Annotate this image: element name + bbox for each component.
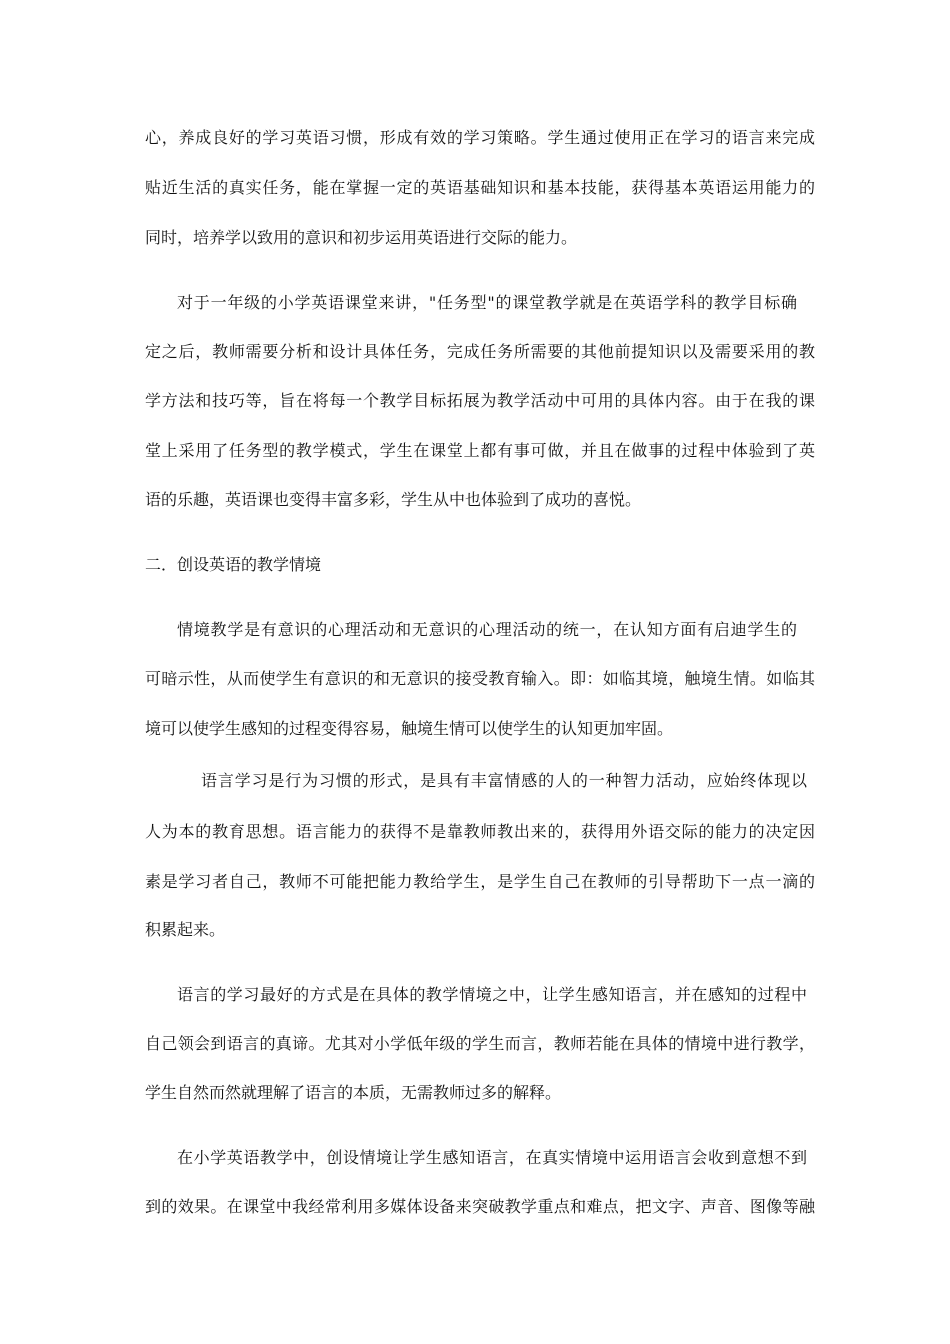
- text-line: 素是学习者自己，教师不可能把能力教给学生，是学生自己在教师的引导帮助下一点一滴的: [145, 872, 815, 891]
- text-line: 自己领会到语言的真谛。尤其对小学低年级的学生而言，教师若能在具体的情境中进行教学，: [145, 1034, 815, 1053]
- paragraph-first-line: 对于一年级的小学英语课堂来讲，"任务型"的课堂教学就是在英语学科的教学目标确: [177, 293, 797, 312]
- text-line: 同时，培养学以致用的意识和初步运用英语进行交际的能力。: [145, 228, 578, 247]
- section-heading: 二．创设英语的教学情境: [145, 555, 322, 574]
- text-line: 学生自然而然就理解了语言的本质，无需教师过多的解释。: [145, 1083, 562, 1102]
- text-line: 积累起来。: [145, 920, 226, 939]
- text-line: 语的乐趣，英语课也变得丰富多彩，学生从中也体验到了成功的喜悦。: [145, 490, 642, 509]
- paragraph-first-line: 在小学英语教学中，创设情境让学生感知语言，在真实情境中运用语言会收到意想不到: [177, 1148, 807, 1167]
- paragraph-first-line: 情境教学是有意识的心理活动和无意识的心理活动的统一，在认知方面有启迪学生的: [177, 620, 797, 639]
- paragraph-first-line: 语言学习是行为习惯的形式，是具有丰富情感的人的一种智力活动，应始终体现以: [201, 771, 807, 790]
- text-line: 学方法和技巧等，旨在将每一个教学目标拓展为教学活动中可用的具体内容。由于在我的课: [145, 391, 815, 410]
- paragraph-first-line: 语言的学习最好的方式是在具体的教学情境之中，让学生感知语言，并在感知的过程中: [177, 985, 807, 1004]
- text-line: 人为本的教育思想。语言能力的获得不是靠教师教出来的，获得用外语交际的能力的决定因: [145, 822, 815, 841]
- text-line: 定之后，教师需要分析和设计具体任务，完成任务所需要的其他前提知识以及需要采用的教: [145, 342, 815, 361]
- text-line: 心，养成良好的学习英语习惯，形成有效的学习策略。学生通过使用正在学习的语言来完成: [145, 128, 815, 147]
- text-line: 贴近生活的真实任务，能在掌握一定的英语基础知识和基本技能，获得基本英语运用能力的: [145, 178, 815, 197]
- text-line: 可暗示性，从而使学生有意识的和无意识的接受教育输入。即：如临其境，触境生情。如临其: [145, 669, 815, 688]
- text-line: 堂上采用了任务型的教学模式，学生在课堂上都有事可做，并且在做事的过程中体验到了英: [145, 441, 815, 460]
- text-line: 到的效果。在课堂中我经常利用多媒体设备来突破教学重点和难点，把文字、声音、图像等融: [145, 1197, 815, 1216]
- text-line: 境可以使学生感知的过程变得容易，触境生情可以使学生的认知更加牢固。: [145, 719, 674, 738]
